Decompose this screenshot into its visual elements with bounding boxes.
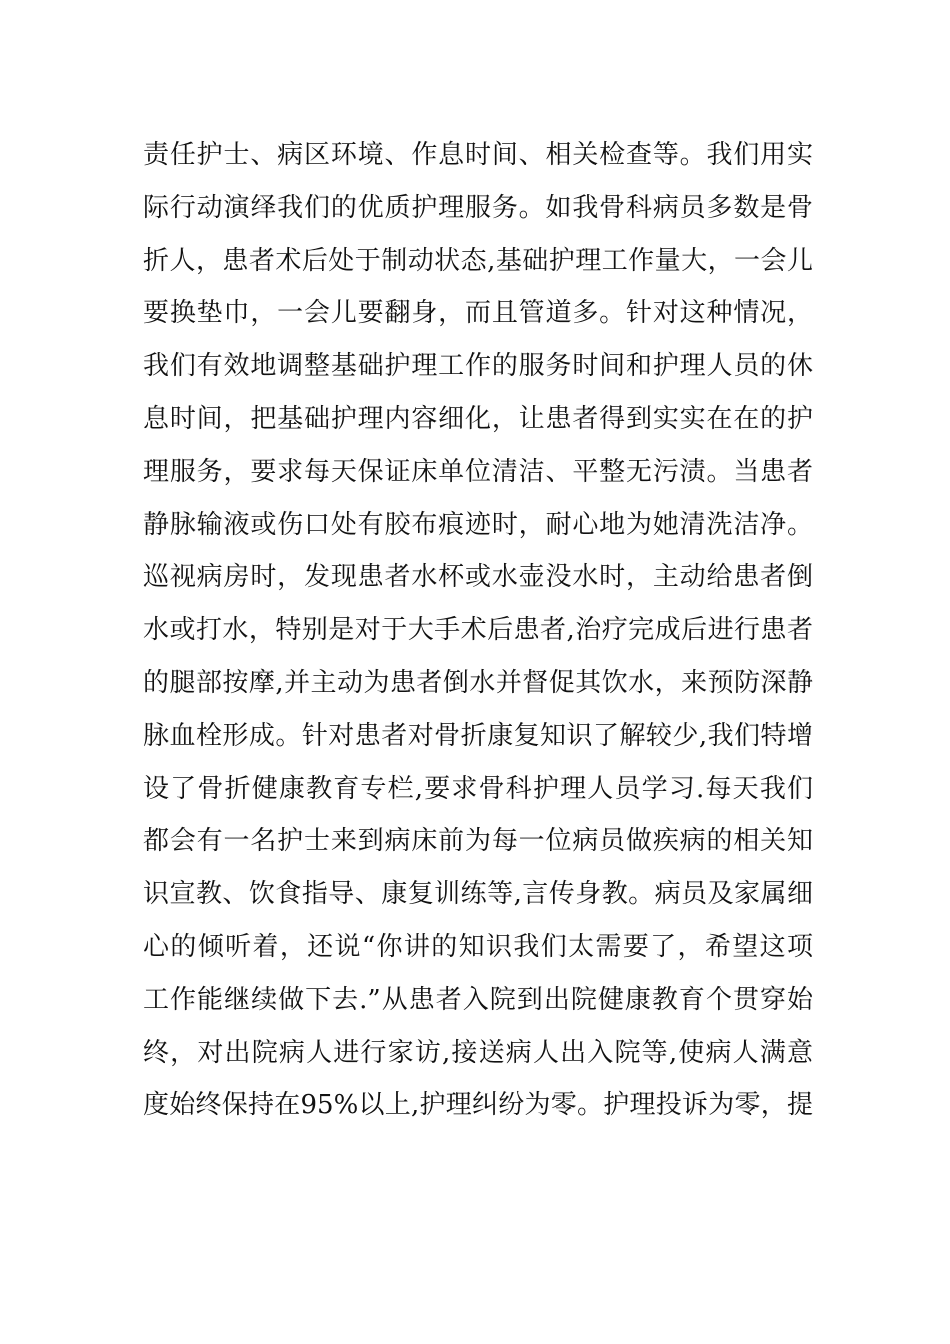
text-line: 折人，患者术后处于制动状态,基础护理工作量大，一会儿 — [143, 245, 813, 276]
text-line: 静脉输液或伤口处有胶布痕迹时，耐心地为她清洗洁净。 — [143, 509, 813, 540]
text-line: 我们有效地调整基础护理工作的服务时间和护理人员的休 — [143, 351, 813, 382]
body-paragraph — [143, 129, 813, 1132]
text-line: 的腿部按摩,并主动为患者倒水并督促其饮水，来预防深静 — [143, 667, 813, 698]
text-line: 水或打水，特别是对于大手术后患者,治疗完成后进行患者 — [143, 615, 813, 646]
text-line: 设了骨折健康教育专栏,要求骨科护理人员学习.每天我们 — [143, 773, 813, 804]
text-line: 要换垫巾，一会儿要翻身，而且管道多。针对这种情况， — [143, 298, 813, 329]
text-line: 际行动演绎我们的优质护理服务。如我骨科病员多数是骨 — [143, 192, 813, 223]
text-line: 终，对出院病人进行家访,接送病人出入院等,使病人满意 — [143, 1037, 813, 1068]
text-line: 度始终保持在95%以上,护理纠纷为零。护理投诉为零，提 — [143, 1090, 813, 1121]
text-line: 工作能继续做下去.”从患者入院到出院健康教育个贯穿始 — [143, 984, 813, 1015]
text-line: 都会有一名护士来到病床前为每一位病员做疾病的相关知 — [143, 826, 813, 857]
text-line: 理服务，要求每天保证床单位清洁、平整无污渍。当患者 — [143, 456, 813, 487]
text-line: 责任护士、病区环境、作息时间、相关检查等。我们用实 — [143, 140, 813, 170]
text-line: 脉血栓形成。针对患者对骨折康复知识了解较少,我们特增 — [143, 720, 813, 751]
text-line: 识宣教、饮食指导、康复训练等,言传身教。病员及家属细 — [143, 879, 813, 910]
text-line: 巡视病房时，发现患者水杯或水壶没水时，主动给患者倒 — [143, 562, 813, 593]
text-line: 息时间，把基础护理内容细化，让患者得到实实在在的护 — [143, 403, 813, 434]
text-line: 心的倾听着，还说“你讲的知识我们太需要了，希望这项 — [143, 931, 813, 962]
